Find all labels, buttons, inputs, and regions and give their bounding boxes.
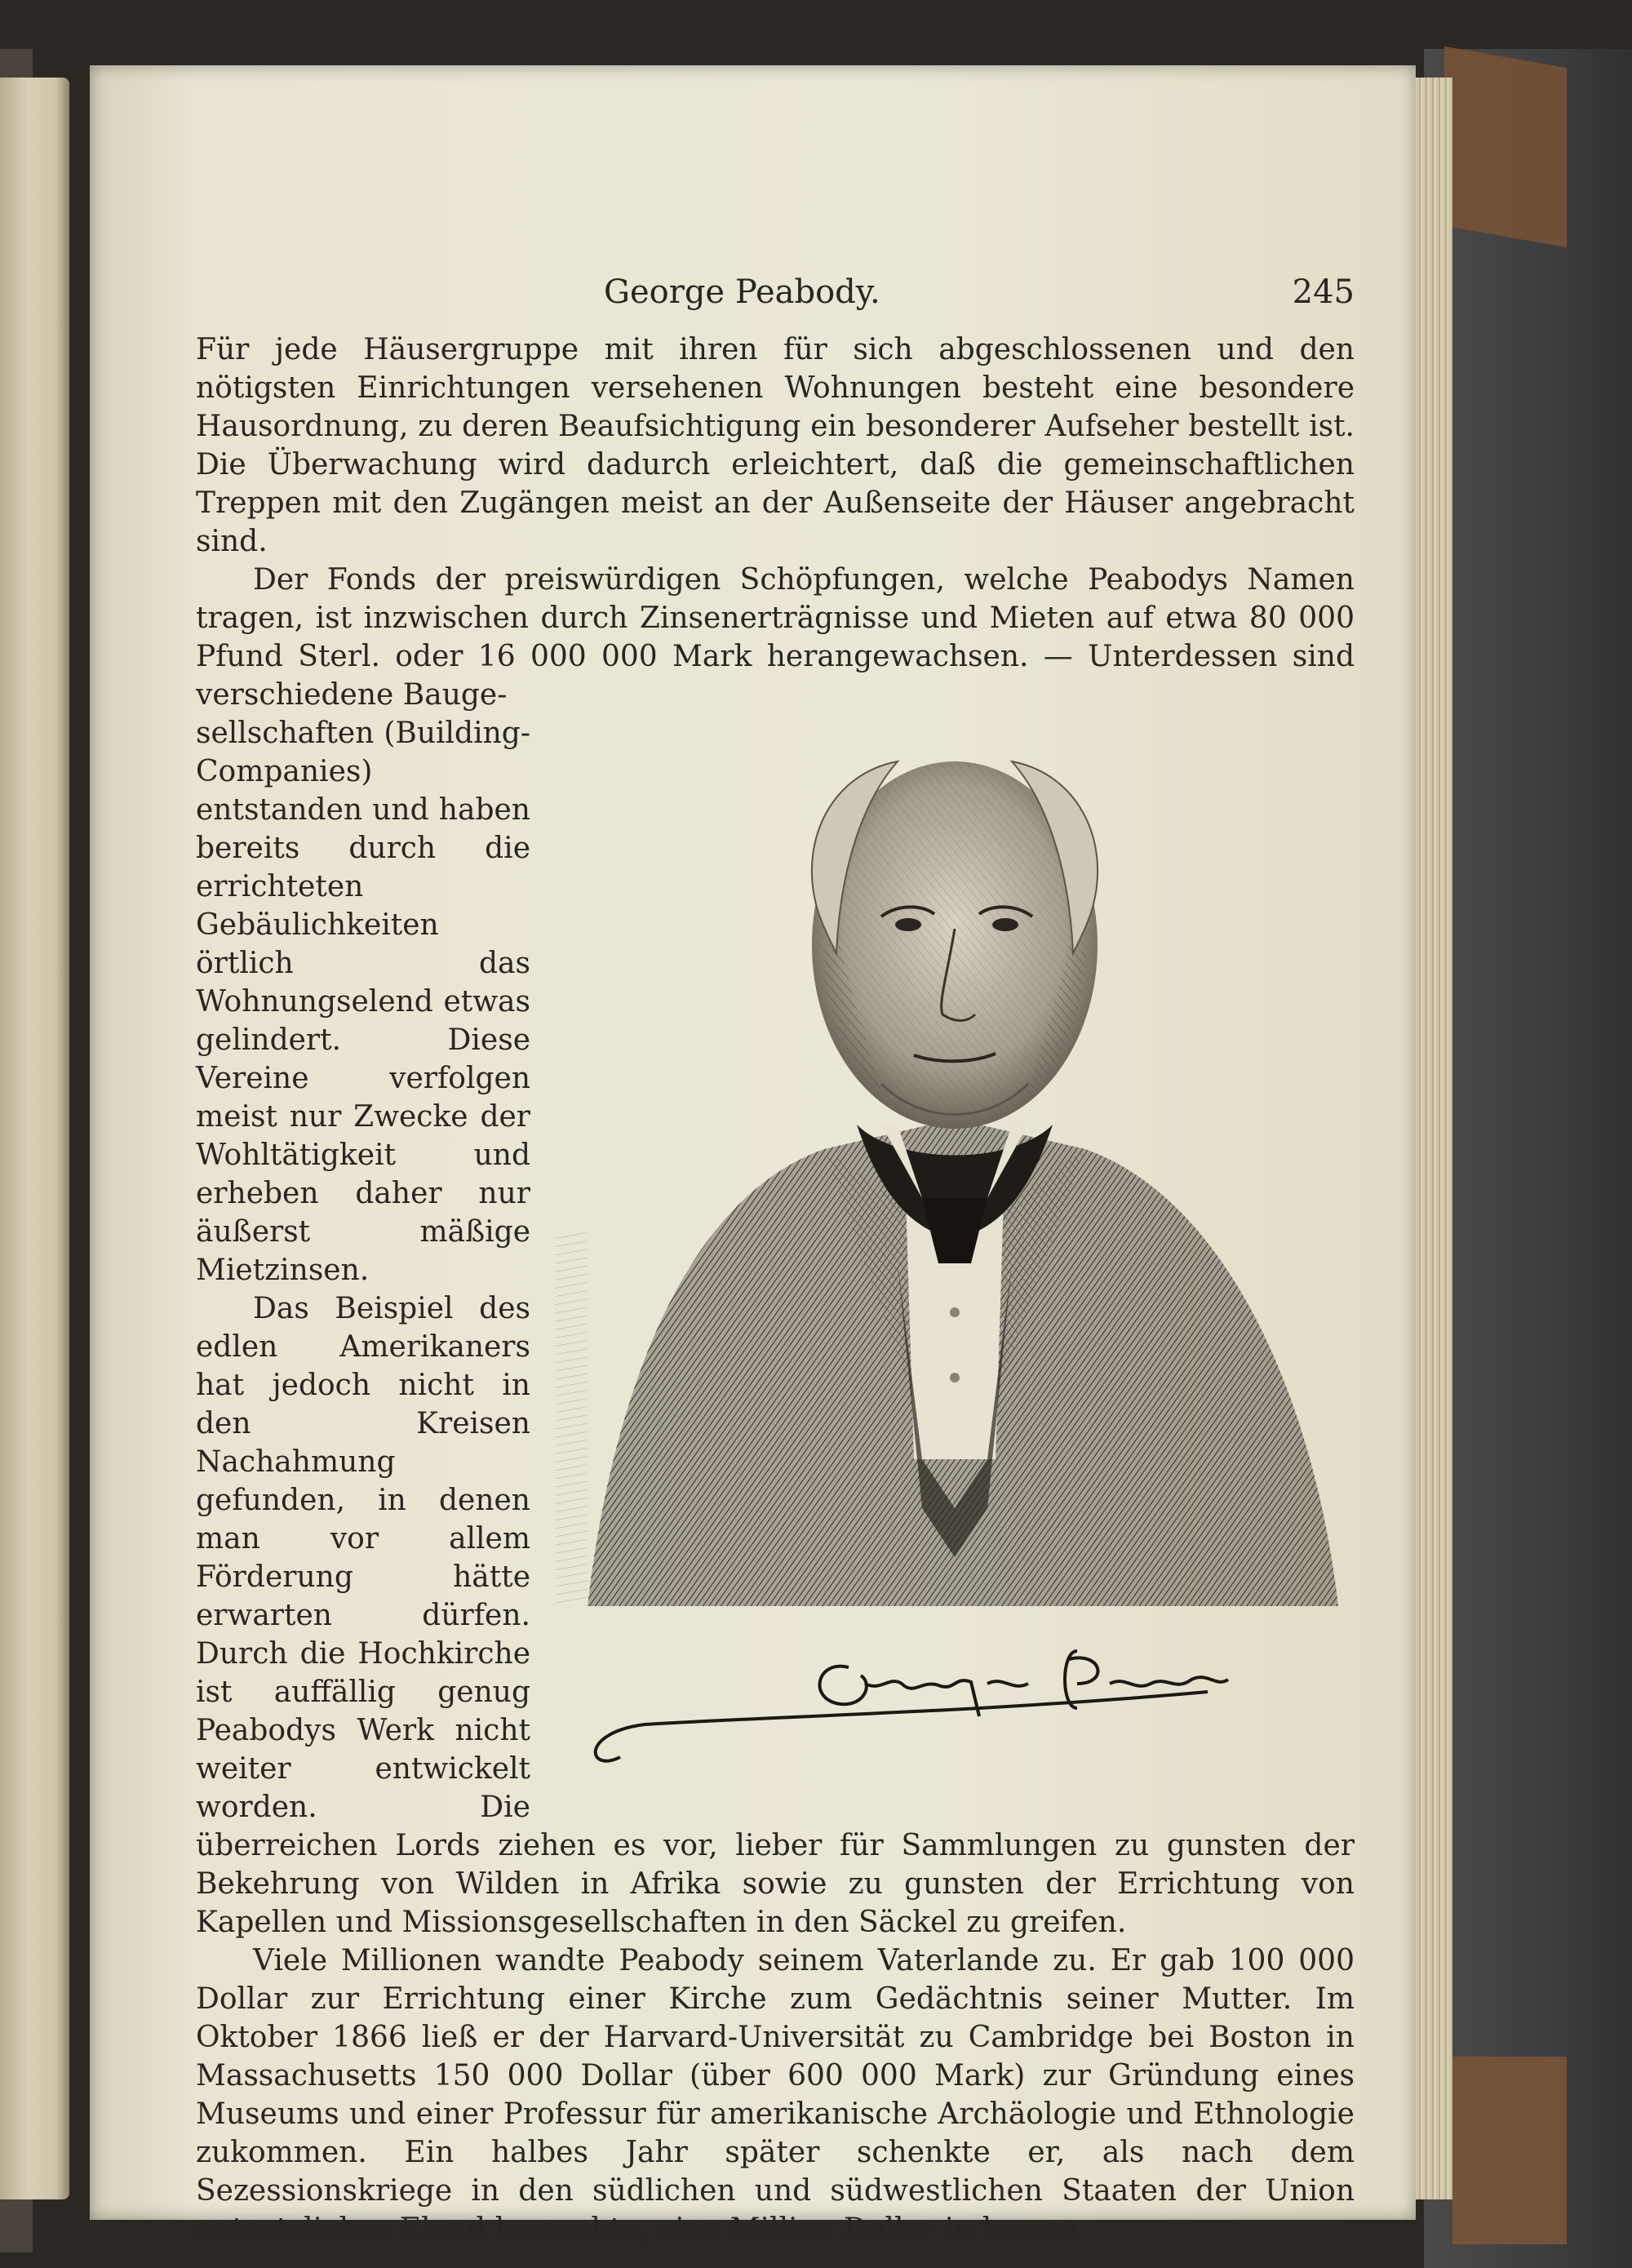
right-cover-board: [1424, 49, 1632, 2268]
left-page-edge: [0, 78, 69, 2199]
portrait-figure: [555, 721, 1355, 1782]
paragraph-2-lead: Der Fonds der preiswürdigen Schöpfungen, welche Peabodys Namen tragen, ist inzwischen durch Zinsenerträgnisse und Mieten auf etwa 80 000 Pfund Sterl. oder 16 000 000 Mark herangewachsen. — Unterdessen sind verschiedene Bauge-: [196, 563, 1355, 712]
paragraph-3: Das Beispiel des edlen Amerikaners hat jedoch nicht in den Kreisen Nachahmung gefunden, in denen man vor allem Förderung hätte erwarten dürfen. Durch die Hochkirche ist auffällig genug Peabodys Werk nicht weiter entwickelt worden. Die überreichen Lords ziehen es vor, lieber für Sammlungen zu gunsten der Bekehrung von Wilden in Afrika sowie zu gunsten der Errichtung von Kapellen und Missionsgesellschaften in den Säckel zu greifen.: [196, 1292, 1355, 1939]
leather-corner-top: [1444, 47, 1567, 247]
paragraph-4: Viele Millionen wandte Peabody seinem Vaterlande zu. Er gab 100 000 Dollar zur Errichtung einer Kirche zum Gedächtnis seiner Mutter. Im Oktober 1866 ließ er der Harvard-Universität zu Cambridge bei Boston in Massachusetts 150 000 Dollar (über 600 000 Mark) zur Gründung eines Museums und einer Professur für amerikanische Archäologie und Ethnologie zukommen. Ein halbes Jahr später schenkte er, als nach dem Sezessionskriege in den südlichen und südwestlichen Staaten der Union entsetzliches Elend herrschte, eine Million Dollar in barem: [196, 1944, 1355, 2246]
paragraph-1: Für jede Häusergruppe mit ihren für sich abgeschlossenen und den nötigsten Einrichtungen versehenen Wohnungen besteht eine besondere Hausordnung, zu deren Beaufsichtigung ein besonderer Aufseher bestellt ist. Die Überwachung wird dadurch erleichtert, daß die gemeinschaftlichen Treppen mit den Zugängen meist an der Außenseite der Häuser angebracht sind.: [196, 333, 1355, 558]
signature: [571, 1635, 1289, 1782]
leather-corner-bottom: [1452, 2057, 1567, 2244]
book-page: [90, 65, 1416, 2246]
paragraph-2-wrap: sellschaften (Building-Companies) entstanden und haben bereits durch die errichteten Gebäulichkeiten örtlich das Wohnungselend etwas gelindert. Diese Vereine verfolgen meist nur Zwecke der Wohltätigkeit und erheben daher nur äußerst mäßige Mietzinsen.: [196, 717, 530, 1287]
page-number: 245: [1292, 273, 1355, 311]
running-head: [196, 273, 1355, 314]
body-text: [196, 331, 1355, 2248]
portrait-engraving: [555, 741, 1355, 1622]
running-title: George Peabody.: [604, 273, 880, 311]
